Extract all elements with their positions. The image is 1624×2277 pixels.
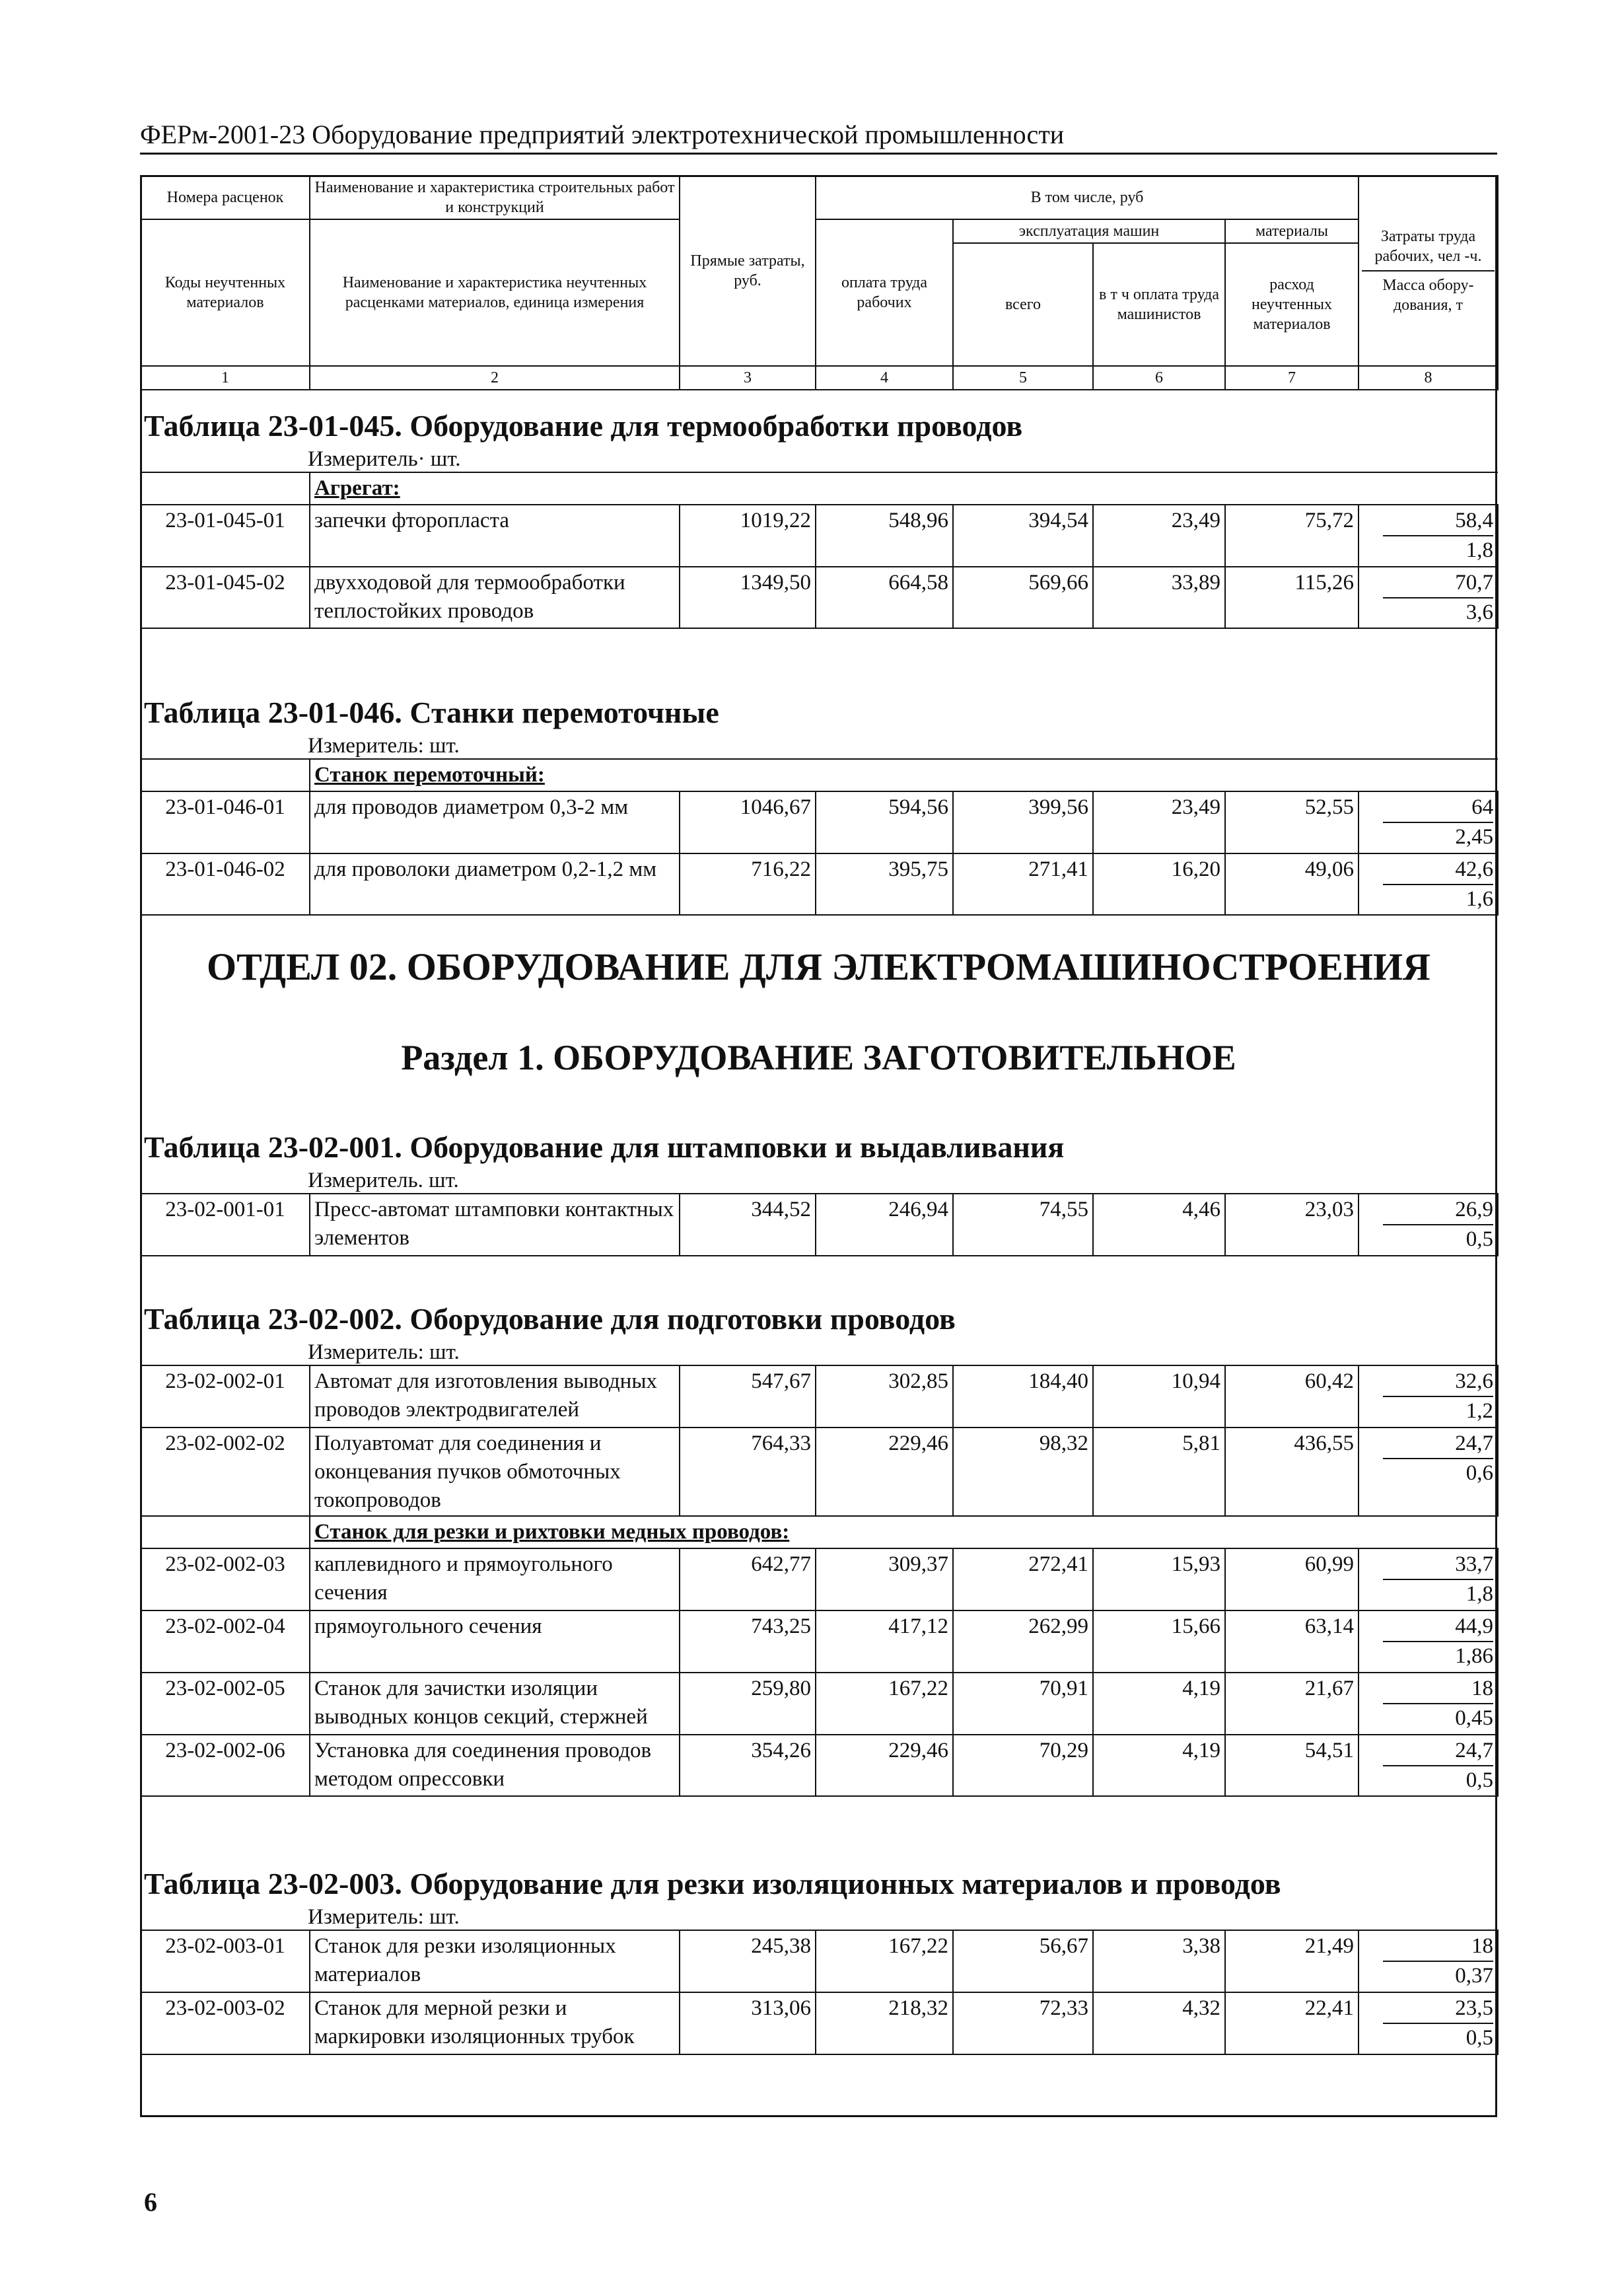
section-23-01-046	[140, 695, 1497, 916]
rate-name: двухходовой для термообработки теплостойких проводов	[310, 567, 680, 629]
rates-table	[140, 1930, 1499, 2055]
equipment-mass-value: 0,5	[1465, 1768, 1493, 1792]
value-c4: 594,56	[816, 791, 953, 853]
value-c5: 70,29	[953, 1735, 1093, 1797]
value-c7: 60,99	[1225, 1548, 1359, 1610]
section-23-02-002	[140, 1301, 1497, 1797]
table-title: Таблица 23-02-002. Оборудование для подготовки проводов	[144, 1302, 956, 1336]
value-c7: 75,72	[1225, 505, 1359, 567]
labor-costs-value: 32,6	[1383, 1367, 1493, 1397]
value-c3: 716,22	[680, 853, 816, 916]
table-row	[141, 505, 1498, 567]
value-c6: 5,81	[1093, 1428, 1225, 1517]
labor-mass-cell	[1359, 505, 1498, 567]
rate-code: 23-02-002-04	[141, 1610, 310, 1673]
group-empty-cell	[141, 759, 310, 791]
value-c6: 4,19	[1093, 1735, 1225, 1797]
table-row	[141, 791, 1498, 853]
measure-unit: Измеритель: шт.	[308, 1340, 460, 1364]
header-group: В том числе, руб	[816, 176, 1359, 219]
table-row	[141, 853, 1498, 916]
value-c6: 15,66	[1093, 1610, 1225, 1673]
header-materials: материалы	[1225, 219, 1359, 243]
value-c5: 70,91	[953, 1673, 1093, 1735]
table-row	[141, 1992, 1498, 2054]
labor-costs-value: 24,7	[1383, 1737, 1493, 1766]
rate-name: прямоугольного сечения	[310, 1610, 680, 1673]
labor-mass-cell	[1359, 1365, 1498, 1428]
labor-mass-cell	[1359, 1610, 1498, 1673]
value-c5: 72,33	[953, 1992, 1093, 2054]
value-c5: 272,41	[953, 1548, 1093, 1610]
value-c6: 4,46	[1093, 1194, 1225, 1256]
labor-costs-value: 64	[1383, 793, 1493, 823]
labor-costs-value: 58,4	[1383, 507, 1493, 536]
col-num-4: 4	[816, 366, 953, 390]
value-c7: 54,51	[1225, 1735, 1359, 1797]
col-num-6: 6	[1093, 366, 1225, 390]
rate-name: Станок для зачистки изоляции выводных концов секций, стержней	[310, 1673, 680, 1735]
table-row	[141, 1673, 1498, 1735]
table-title: Таблица 23-02-001. Оборудование для штамповки и выдавливания	[144, 1130, 1065, 1164]
value-c3: 547,67	[680, 1365, 816, 1428]
value-c7: 21,67	[1225, 1673, 1359, 1735]
value-c3: 259,80	[680, 1673, 816, 1735]
section-23-02-003	[140, 1866, 1497, 2055]
col-num-1: 1	[141, 366, 310, 390]
rate-name: Установка для соединения проводов методом опрессовки	[310, 1735, 680, 1797]
value-c5: 271,41	[953, 853, 1093, 916]
equipment-mass-value: 1,86	[1455, 1644, 1493, 1669]
header-codes-top: Номера расценок	[141, 176, 310, 219]
value-c3: 313,06	[680, 1992, 816, 2054]
equipment-mass-value: 1,2	[1465, 1398, 1493, 1423]
header-machines: эксплуатация машин	[953, 219, 1225, 243]
value-c5: 394,54	[953, 505, 1093, 567]
table-row	[141, 1930, 1498, 1992]
rate-code: 23-02-002-02	[141, 1428, 310, 1517]
labor-mass-cell	[1359, 1194, 1498, 1256]
value-c7: 63,14	[1225, 1610, 1359, 1673]
col-num-8: 8	[1359, 366, 1498, 390]
labor-costs-value: 23,5	[1383, 1994, 1493, 2024]
value-c5: 98,32	[953, 1428, 1093, 1517]
equipment-mass-value: 0,6	[1465, 1461, 1493, 1485]
value-c6: 3,38	[1093, 1930, 1225, 1992]
rate-name: запечки фторопласта	[310, 505, 680, 567]
measure-unit: Измеритель. шт.	[308, 1169, 459, 1192]
value-c7: 21,49	[1225, 1930, 1359, 1992]
rates-table	[140, 758, 1499, 916]
rate-name: Пресс-автомат штамповки контактных элементов	[310, 1194, 680, 1256]
rate-name: Станок для мерной резки и маркировки изоляционных трубок	[310, 1992, 680, 2054]
value-c4: 309,37	[816, 1548, 953, 1610]
table-title: Таблица 23-02-003. Оборудование для резки изоляционных материалов и проводов	[144, 1867, 1281, 1900]
value-c7: 52,55	[1225, 791, 1359, 853]
value-c5: 56,67	[953, 1930, 1093, 1992]
value-c5: 262,99	[953, 1610, 1093, 1673]
equipment-mass-value: 0,37	[1455, 1963, 1493, 1988]
value-c7: 22,41	[1225, 1992, 1359, 2054]
rate-name: для проводов диаметром 0,3-2 мм	[310, 791, 680, 853]
subsection-title: Раздел 1. ОБОРУДОВАНИЕ ЗАГОТОВИТЕЛЬНОЕ	[401, 1038, 1236, 1077]
table-row	[141, 1365, 1498, 1428]
value-c4: 664,58	[816, 567, 953, 629]
equipment-mass-value: 0,5	[1465, 1227, 1493, 1251]
table-row	[141, 1548, 1498, 1610]
rate-code: 23-02-002-06	[141, 1735, 310, 1797]
labor-mass-cell	[1359, 1548, 1498, 1610]
equipment-mass-value: 1,8	[1465, 1582, 1493, 1607]
equipment-mass-value: 0,5	[1465, 2025, 1493, 2050]
labor-mass-cell	[1359, 853, 1498, 916]
equipment-mass-value: 0,45	[1455, 1706, 1493, 1730]
table-row	[141, 1735, 1498, 1797]
value-c4: 167,22	[816, 1673, 953, 1735]
labor-costs-value: 42,6	[1383, 855, 1493, 885]
rate-code: 23-01-045-01	[141, 505, 310, 567]
header-name-bottom: Наименование и характеристика неучтенных расценками материалов, единица измерения	[310, 219, 680, 366]
section-23-02-001	[140, 1130, 1497, 1256]
rate-code: 23-02-003-02	[141, 1992, 310, 2054]
labor-costs-value: 44,9	[1383, 1612, 1493, 1642]
rate-name: каплевидного и прямоугольного сечения	[310, 1548, 680, 1610]
measure-unit: Измеритель· шт.	[308, 447, 461, 471]
labor-mass-cell	[1359, 567, 1498, 629]
value-c7: 60,42	[1225, 1365, 1359, 1428]
header-name-top: Наименование и характеристика строительных работ и конструкций	[310, 176, 680, 219]
table-row	[141, 1610, 1498, 1673]
table-row	[141, 1428, 1498, 1517]
header-operators-wages: в т ч оплата труда машинистов	[1093, 243, 1225, 366]
page-number: 6	[144, 2187, 157, 2217]
value-c6: 10,94	[1093, 1365, 1225, 1428]
group-empty-cell	[141, 1516, 310, 1548]
value-c7: 49,06	[1225, 853, 1359, 916]
col-num-5: 5	[953, 366, 1093, 390]
header-machines-total: всего	[953, 243, 1093, 366]
value-c3: 642,77	[680, 1548, 816, 1610]
value-c4: 246,94	[816, 1194, 953, 1256]
group-empty-cell	[141, 472, 310, 505]
rate-name: Станок для резки изоляционных материалов	[310, 1930, 680, 1992]
value-c3: 344,52	[680, 1194, 816, 1256]
rate-name: Автомат для изготовления выводных проводов электродвигателей	[310, 1365, 680, 1428]
col-num-7: 7	[1225, 366, 1359, 390]
labor-costs-value: 24,7	[1383, 1429, 1493, 1459]
equipment-mass-value: 1,8	[1465, 538, 1494, 562]
group-label: Станок перемоточный:	[314, 763, 545, 787]
group-label: Агрегат:	[314, 476, 400, 500]
labor-mass-cell	[1359, 1735, 1498, 1797]
value-c3: 1349,50	[680, 567, 816, 629]
group-label: Станок для резки и рихтовки медных проводов:	[314, 1520, 790, 1544]
equipment-mass-value: 2,45	[1455, 824, 1494, 849]
value-c6: 23,49	[1093, 505, 1225, 567]
rate-code: 23-02-001-01	[141, 1194, 310, 1256]
value-c7: 436,55	[1225, 1428, 1359, 1517]
page-header: ФЕРм-2001-23 Оборудование предприятий электротехнической промышленности	[140, 119, 1497, 155]
group-row	[141, 472, 1498, 505]
rates-table	[140, 1365, 1499, 1797]
rate-code: 23-02-003-01	[141, 1930, 310, 1992]
value-c3: 354,26	[680, 1735, 816, 1797]
labor-mass-cell	[1359, 1992, 1498, 2054]
labor-costs-value: 26,9	[1383, 1196, 1493, 1225]
rate-code: 23-01-045-02	[141, 567, 310, 629]
value-c4: 167,22	[816, 1930, 953, 1992]
rate-code: 23-02-002-03	[141, 1548, 310, 1610]
column-header-table	[140, 175, 1499, 390]
rate-code: 23-02-002-01	[141, 1365, 310, 1428]
value-c3: 1046,67	[680, 791, 816, 853]
table-title: Таблица 23-01-046. Станки перемоточные	[144, 696, 719, 729]
col-num-3: 3	[680, 366, 816, 390]
rate-name: для проволоки диаметром 0,2-1,2 мм	[310, 853, 680, 916]
header-wages: оплата труда рабочих	[816, 219, 953, 366]
group-cell	[310, 1516, 1498, 1548]
header-mass: Масса обору-дования, т	[1382, 277, 1474, 314]
col-num-2: 2	[310, 366, 680, 390]
value-c6: 15,93	[1093, 1548, 1225, 1610]
group-row	[141, 759, 1498, 791]
value-c6: 4,32	[1093, 1992, 1225, 2054]
value-c4: 548,96	[816, 505, 953, 567]
value-c3: 743,25	[680, 1610, 816, 1673]
equipment-mass-value: 3,6	[1465, 600, 1494, 624]
value-c3: 1019,22	[680, 505, 816, 567]
value-c4: 229,46	[816, 1428, 953, 1517]
group-row	[141, 1516, 1498, 1548]
header-direct-costs: Прямые затраты, руб.	[680, 176, 816, 366]
department-title: ОТДЕЛ 02. ОБОРУДОВАНИЕ ДЛЯ ЭЛЕКТРОМАШИНОСТРОЕНИЯ	[207, 945, 1430, 988]
measure-unit: Измеритель: шт.	[308, 1905, 460, 1929]
value-c5: 569,66	[953, 567, 1093, 629]
value-c4: 218,32	[816, 1992, 953, 2054]
rate-code: 23-02-002-05	[141, 1673, 310, 1735]
section-23-01-045	[140, 408, 1497, 629]
labor-costs-value: 70,7	[1383, 569, 1493, 598]
labor-mass-cell	[1359, 1428, 1498, 1517]
header-labor-costs	[1359, 176, 1498, 366]
rates-table	[140, 472, 1499, 629]
labor-mass-cell	[1359, 1673, 1498, 1735]
table-row	[141, 1194, 1498, 1256]
value-c6: 23,49	[1093, 791, 1225, 853]
value-c5: 184,40	[953, 1365, 1093, 1428]
labor-costs-value: 33,7	[1383, 1550, 1493, 1580]
rate-code: 23-01-046-01	[141, 791, 310, 853]
value-c6: 4,19	[1093, 1673, 1225, 1735]
value-c4: 417,12	[816, 1610, 953, 1673]
value-c4: 395,75	[816, 853, 953, 916]
value-c6: 33,89	[1093, 567, 1225, 629]
group-cell	[310, 472, 1498, 505]
labor-mass-cell	[1359, 1930, 1498, 1992]
value-c6: 16,20	[1093, 853, 1225, 916]
rate-code: 23-01-046-02	[141, 853, 310, 916]
value-c7: 23,03	[1225, 1194, 1359, 1256]
rates-table	[140, 1193, 1499, 1256]
group-cell	[310, 759, 1498, 791]
measure-unit: Измеритель: шт.	[308, 734, 460, 758]
value-c3: 245,38	[680, 1930, 816, 1992]
header-material-consumption: расход неучтенных материалов	[1225, 243, 1359, 366]
value-c5: 399,56	[953, 791, 1093, 853]
value-c4: 229,46	[816, 1735, 953, 1797]
labor-costs-value: 18	[1383, 1932, 1493, 1962]
labor-costs-value: 18	[1383, 1675, 1493, 1704]
table-title: Таблица 23-01-045. Оборудование для термообработки проводов	[144, 409, 1023, 443]
value-c5: 74,55	[953, 1194, 1093, 1256]
value-c4: 302,85	[816, 1365, 953, 1428]
header-labor-top: Затраты труда рабочих, чел -ч.	[1362, 227, 1495, 271]
equipment-mass-value: 1,6	[1465, 886, 1494, 911]
value-c7: 115,26	[1225, 567, 1359, 629]
rate-name: Полуавтомат для соединения и оконцевания пучков обмоточных токопроводов	[310, 1428, 680, 1517]
header-codes-bottom: Коды неучтенных материалов	[141, 219, 310, 366]
value-c3: 764,33	[680, 1428, 816, 1517]
labor-mass-cell	[1359, 791, 1498, 853]
table-row	[141, 567, 1498, 629]
